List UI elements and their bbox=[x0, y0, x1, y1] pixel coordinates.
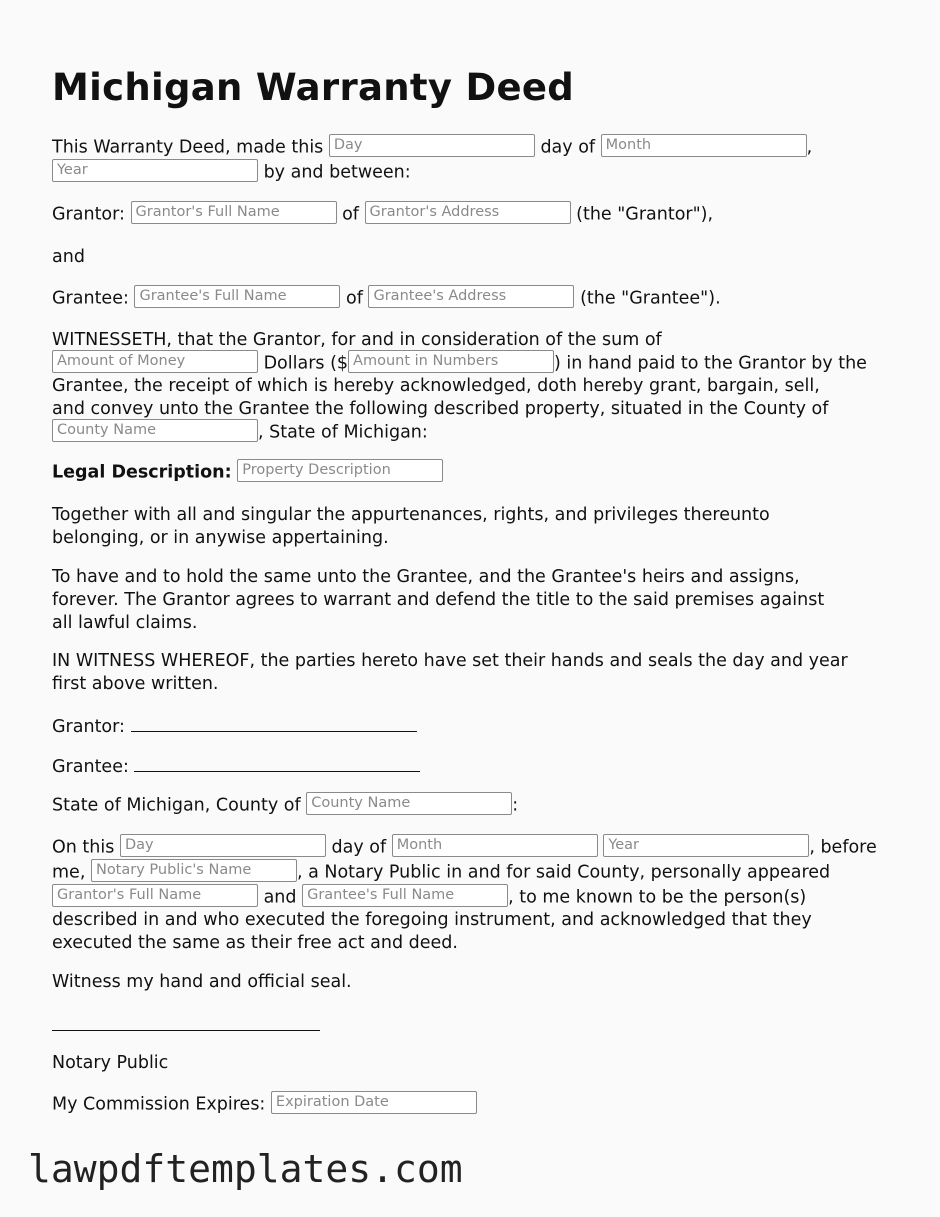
notary-text: , before bbox=[809, 837, 877, 858]
notary-name-field[interactable]: Notary Public's Name bbox=[91, 859, 297, 882]
deed-month-field[interactable]: Month bbox=[601, 134, 807, 157]
grantee-suffix: (the "Grantee"). bbox=[580, 288, 721, 309]
witnesseth-text: ) in hand paid to the Grantor by the bbox=[554, 353, 867, 374]
notary-text: described in and who executed the foregoing instrument, and acknowledged that they bbox=[52, 910, 812, 930]
grantor-signature-label: Grantor: bbox=[52, 717, 125, 737]
grantee-signature-label: Grantee: bbox=[52, 757, 129, 777]
notary-text: day of bbox=[331, 837, 387, 858]
notary-text: , a Notary Public in and for said County, personally appeared bbox=[296, 862, 831, 883]
amount-numbers-field[interactable]: Amount in Numbers bbox=[348, 350, 554, 373]
notary-grantor-name-field[interactable]: Grantor's Full Name bbox=[52, 884, 258, 907]
commission-line bbox=[52, 1093, 897, 1116]
state-county-text: State of Michigan, County of bbox=[52, 795, 301, 816]
in-witness-text: IN WITNESS WHEREOF, the parties hereto have set their hands and seals the day and year bbox=[52, 651, 848, 671]
state-county-line bbox=[52, 794, 897, 817]
notary-text: me, bbox=[52, 862, 86, 883]
to-have-text: To have and to hold the same unto the Grantee, and the Grantee's heirs and assigns, bbox=[52, 567, 800, 587]
witnesseth-text: WITNESSETH, that the Grantor, for and in consideration of the sum of bbox=[52, 330, 662, 350]
amount-money-field[interactable]: Amount of Money bbox=[52, 350, 258, 373]
of-text: of bbox=[346, 288, 363, 309]
grantor-address-field[interactable]: Grantor's Address bbox=[365, 201, 571, 224]
to-have-text: forever. The Grantor agrees to warrant and defend the title to the said premises against bbox=[52, 590, 825, 610]
grantee-address-field[interactable]: Grantee's Address bbox=[368, 285, 574, 308]
state-county-text: : bbox=[512, 795, 519, 816]
notary-public-label: Notary Public bbox=[52, 1053, 169, 1073]
notary-grantee-name-field[interactable]: Grantee's Full Name bbox=[302, 884, 508, 907]
notary-year-field[interactable]: Year bbox=[603, 834, 809, 857]
grantee-signature-line bbox=[52, 753, 897, 776]
grantor-name-field[interactable]: Grantor's Full Name bbox=[131, 201, 337, 224]
deed-day-field[interactable]: Day bbox=[329, 134, 535, 157]
intro-paragraph bbox=[52, 136, 897, 184]
notary-text: and bbox=[263, 887, 297, 908]
in-witness-paragraph bbox=[52, 650, 897, 696]
grantee-name-field[interactable]: Grantee's Full Name bbox=[134, 285, 340, 308]
notary-paragraph bbox=[52, 836, 897, 955]
grantee-signature-blank[interactable] bbox=[134, 753, 420, 772]
notary-month-field[interactable]: Month bbox=[392, 834, 598, 857]
notary-signature-blank[interactable] bbox=[52, 1012, 320, 1031]
grantee-label: Grantee: bbox=[52, 288, 129, 309]
notary-county-field[interactable]: County Name bbox=[306, 792, 512, 815]
grantee-line bbox=[52, 287, 897, 310]
witnesseth-text: Grantee, the receipt of which is hereby acknowledged, doth hereby grant, bargain, sell, bbox=[52, 376, 820, 396]
of-text: of bbox=[342, 204, 359, 225]
grantor-suffix: (the "Grantor"), bbox=[576, 204, 714, 225]
intro-text: This Warranty Deed, made this bbox=[52, 137, 324, 158]
together-text: belonging, or in anywise appertaining. bbox=[52, 528, 389, 548]
and-text: and bbox=[52, 247, 85, 267]
property-description-field[interactable]: Property Description bbox=[237, 459, 443, 482]
grantor-label: Grantor: bbox=[52, 204, 125, 225]
witnesseth-text: and convey unto the Grantee the following described property, situated in the County of bbox=[52, 399, 829, 419]
commission-label: My Commission Expires: bbox=[52, 1094, 266, 1115]
page-title: Michigan Warranty Deed bbox=[52, 66, 575, 109]
legal-description-label: Legal Description: bbox=[52, 462, 232, 483]
county-name-field[interactable]: County Name bbox=[52, 419, 258, 442]
footer-watermark: lawpdftemplates.com bbox=[28, 1147, 463, 1191]
notary-text: executed the same as their free act and deed. bbox=[52, 933, 458, 953]
notary-text: On this bbox=[52, 837, 115, 858]
witnesseth-text: , State of Michigan: bbox=[258, 422, 428, 443]
notary-day-field[interactable]: Day bbox=[120, 834, 326, 857]
together-paragraph bbox=[52, 504, 897, 550]
witness-hand-text: Witness my hand and official seal. bbox=[52, 972, 352, 992]
to-have-paragraph bbox=[52, 566, 897, 635]
grantor-line bbox=[52, 203, 897, 226]
intro-text: , bbox=[806, 137, 813, 158]
intro-text: by and between: bbox=[263, 162, 411, 183]
intro-text: day of bbox=[540, 137, 596, 158]
expiration-date-field[interactable]: Expiration Date bbox=[271, 1091, 477, 1114]
together-text: Together with all and singular the appurtenances, rights, and privileges thereunto bbox=[52, 505, 770, 525]
witnesseth-paragraph bbox=[52, 329, 897, 444]
deed-year-field[interactable]: Year bbox=[52, 159, 258, 182]
grantor-signature-blank[interactable] bbox=[131, 713, 417, 732]
to-have-text: all lawful claims. bbox=[52, 613, 198, 633]
notary-text: , to me known to be the person(s) bbox=[508, 887, 807, 908]
legal-description-line bbox=[52, 461, 897, 484]
notary-signature-line bbox=[52, 1012, 897, 1038]
in-witness-text: first above written. bbox=[52, 674, 219, 694]
grantor-signature-line bbox=[52, 713, 897, 736]
witnesseth-text: Dollars ($ bbox=[263, 353, 349, 374]
